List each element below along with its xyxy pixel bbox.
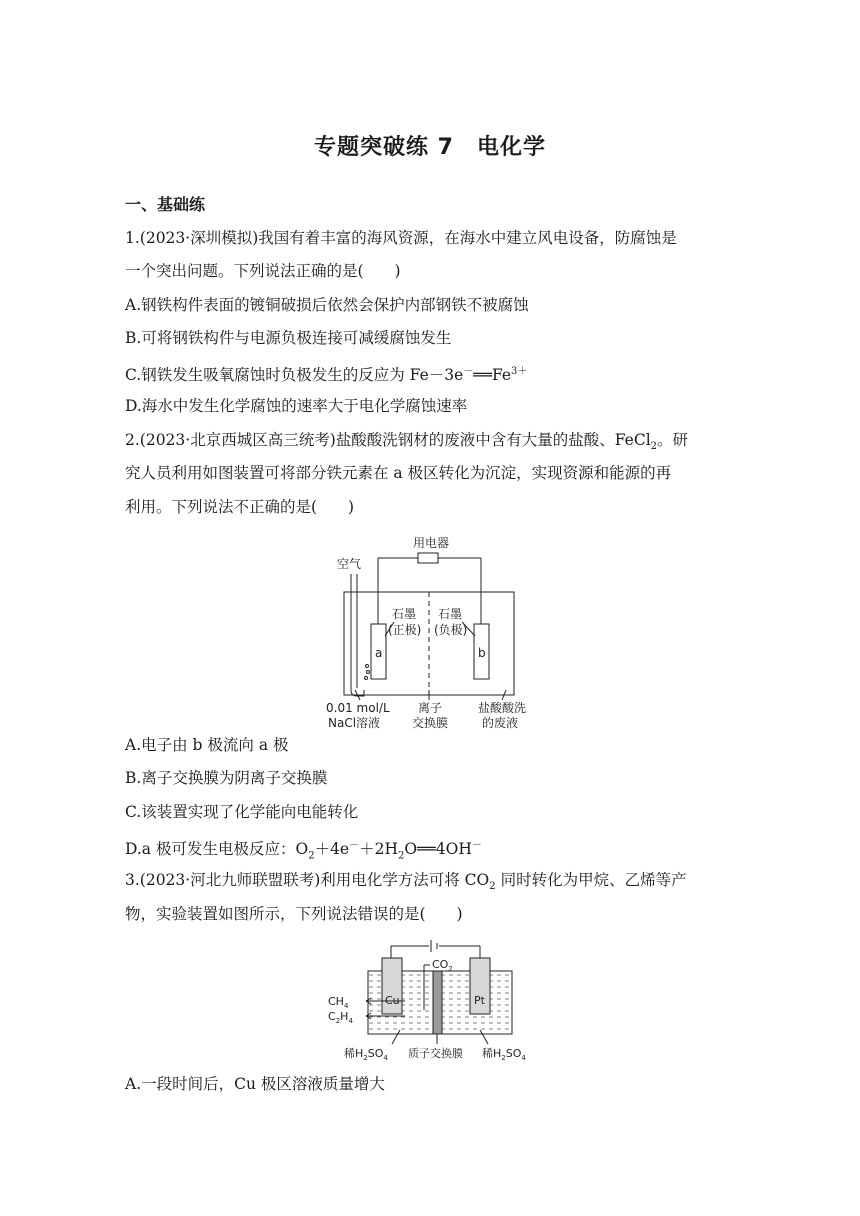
label-right-electrode-1: 石墨 [438, 607, 463, 621]
proton-exchange-membrane [433, 971, 442, 1034]
q1-option-a: A.钢铁构件表面的镀铜破损后依然会保护内部钢铁不被腐蚀 [125, 296, 529, 314]
label-c2h4: $C_2H_4$ [328, 1010, 353, 1025]
label-co2: $CO_2$ [432, 958, 453, 973]
q2-stem-line-3: 利用。下列说法不正确的是( ) [125, 498, 355, 516]
label-cu: Cu [385, 994, 400, 1007]
q1-stem-line-2: 一个突出问题。下列说法正确的是( ) [125, 262, 401, 280]
load-resistor [418, 553, 438, 563]
q2-option-c: C.该装置实现了化学能向电能转化 [125, 803, 359, 821]
q1-option-d: D.海水中发生化学腐蚀的速率大于电化学腐蚀速率 [125, 397, 468, 415]
q3-stem-line-2: 物，实验装置如图所示，下列说法错误的是( ) [125, 905, 463, 923]
label-membrane-1: 离子 [418, 701, 443, 715]
q2-stem-line-2: 究人员利用如图装置可将部分铁元素在 a 极区转化为沉淀，实现资源和能源的再 [125, 464, 672, 482]
label-right-solution-1: 盐酸酸洗 [478, 701, 527, 715]
label-left-electrode-2: (正极) [388, 623, 422, 637]
q1-stem-line-1: 1.(2023·深圳模拟)我国有着丰富的海风资源，在海水中建立风电设备，防腐蚀是 [125, 229, 677, 247]
q2-stem-line-1: 2.(2023·北京西城区高三统考)盐酸酸洗钢材的废液中含有大量的盐酸、FeCl$_2$。研 [125, 431, 689, 453]
label-pt: Pt [474, 994, 485, 1007]
label-left-solution-2: NaCl溶液 [328, 716, 381, 730]
label-air: 空气 [337, 557, 362, 571]
label-proton-membrane: 质子交换膜 [408, 1047, 463, 1060]
label-right-solution: 稀$H_2SO_4$ [482, 1047, 526, 1062]
q3-electrolysis-diagram [328, 940, 526, 1062]
label-right-electrode-2: (负极) [434, 623, 468, 637]
label-ch4: $CH_4$ [328, 995, 349, 1010]
label-membrane-2: 交换膜 [412, 716, 449, 730]
label-right-solution-2: 的废液 [482, 716, 519, 730]
section-heading: 一、基础练 [125, 195, 206, 214]
label-left-electrode-1: 石墨 [392, 607, 417, 621]
q3-option-a: A.一段时间后，Cu 极区溶液质量增大 [125, 1075, 385, 1093]
q1-option-b: B.可将钢铁构件与电源负极连接可减缓腐蚀发生 [125, 329, 452, 347]
q3-stem-line-1: 3.(2023·河北九师联盟联考)利用电化学方法可将 $CO_2$ 同时转化为甲烷、乙烯等产 [125, 871, 687, 893]
label-a: a [375, 646, 383, 660]
label-load: 用电器 [413, 536, 450, 550]
q2-option-a: A.电子由 b 极流向 a 极 [125, 736, 289, 754]
page-title: 专题突破练 7 电化学 [314, 135, 546, 160]
label-b: b [478, 646, 486, 660]
label-left-solution: 稀$H_2SO_4$ [344, 1047, 388, 1062]
q2-option-d: D.a 极可发生电极反应：$O_2+4e^-+2H_2O══4OH^-$ [125, 840, 482, 862]
q2-option-b: B.离子交换膜为阴离子交换膜 [125, 769, 328, 787]
label-left-solution-1: 0.01 mol/L [326, 701, 390, 715]
q1-option-c: C.钢铁发生吸氧腐蚀时负极发生的反应为 $Fe-3e^-══Fe^{3+}$ [125, 366, 528, 385]
